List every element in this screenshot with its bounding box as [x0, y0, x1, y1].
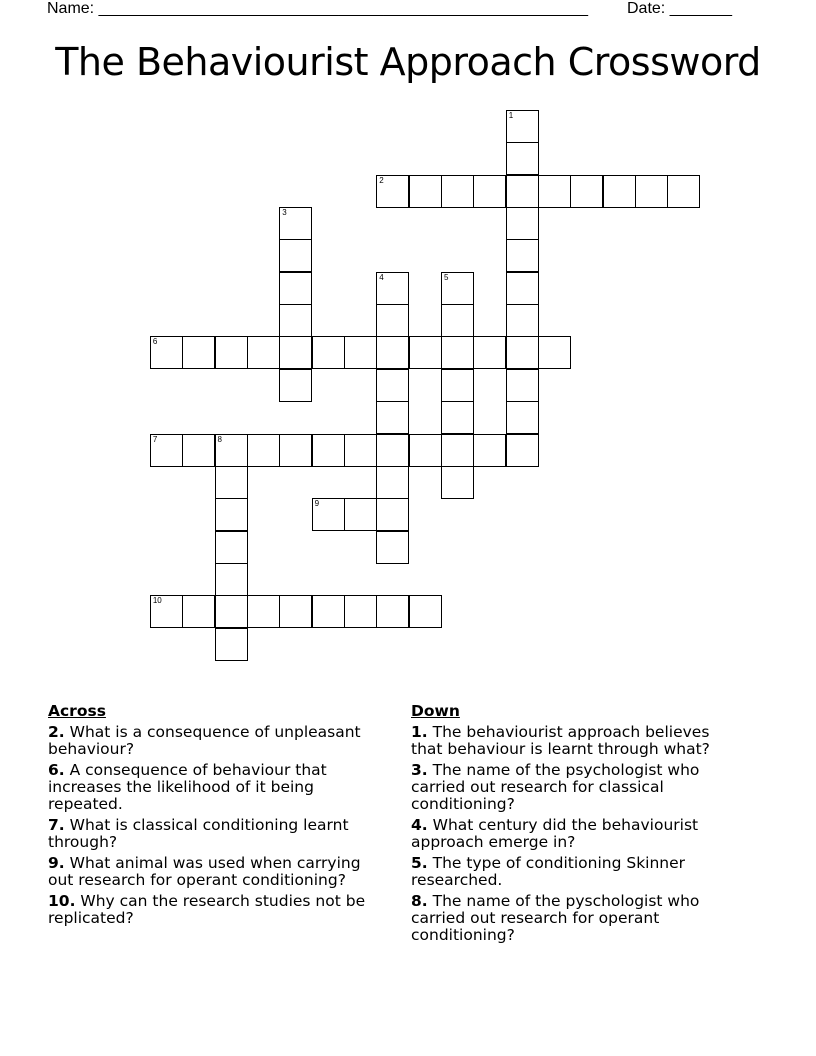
grid-cell[interactable]	[376, 498, 409, 531]
grid-cell[interactable]	[441, 401, 474, 434]
grid-cell[interactable]	[441, 369, 474, 402]
grid-cell[interactable]	[279, 336, 312, 369]
grid-cell[interactable]	[441, 434, 474, 467]
grid-cell[interactable]	[538, 175, 571, 208]
clue-number: 9	[314, 499, 320, 509]
clue-number: 9.	[48, 854, 65, 872]
clue-number: 2	[379, 175, 384, 185]
grid-cell[interactable]	[182, 434, 215, 467]
clue-across	[48, 724, 388, 758]
grid-cell[interactable]	[376, 595, 409, 628]
grid-cell[interactable]	[344, 336, 377, 369]
grid-cell[interactable]	[312, 336, 345, 369]
grid-cell[interactable]	[344, 595, 377, 628]
grid-cell[interactable]	[506, 434, 539, 467]
grid-cell[interactable]	[215, 531, 248, 564]
clue-text: The name of the pyschologist who carried out research for operant conditioning?	[411, 892, 700, 944]
grid-cell[interactable]	[409, 595, 442, 628]
grid-cell[interactable]	[215, 466, 248, 499]
grid-cell[interactable]	[247, 336, 280, 369]
grid-cell[interactable]	[376, 175, 409, 208]
clue-number: 5.	[411, 854, 428, 872]
clue-number: 10	[152, 596, 162, 606]
grid-cell[interactable]	[506, 142, 539, 175]
grid-cell[interactable]	[376, 304, 409, 337]
clue-down	[411, 762, 741, 813]
clue-text: A consequence of behaviour that increases the likelihood of it being repeated.	[48, 761, 327, 813]
grid-cell[interactable]	[506, 336, 539, 369]
grid-cell[interactable]	[506, 239, 539, 272]
grid-cell[interactable]	[506, 110, 539, 143]
grid-cell[interactable]	[279, 272, 312, 305]
grid-cell[interactable]	[506, 401, 539, 434]
clue-across	[48, 893, 388, 927]
grid-cell[interactable]	[506, 207, 539, 240]
clue-number: 2.	[48, 723, 65, 741]
grid-cell[interactable]	[409, 434, 442, 467]
clue-across	[48, 762, 388, 813]
grid-cell[interactable]	[215, 434, 248, 467]
clue-number: 3	[282, 208, 287, 218]
grid-cell[interactable]	[279, 369, 312, 402]
grid-cell[interactable]	[279, 207, 312, 240]
grid-cell[interactable]	[376, 434, 409, 467]
page-title: The Behaviourist Approach Crossword	[55, 40, 761, 84]
name-field[interactable]: Name: _______________________________________________________	[47, 0, 588, 17]
grid-cell[interactable]	[215, 595, 248, 628]
grid-cell[interactable]	[473, 175, 506, 208]
across-heading: Across	[48, 702, 106, 720]
clue-down	[411, 817, 741, 851]
grid-cell[interactable]	[182, 595, 215, 628]
clue-number: 1.	[411, 723, 428, 741]
clue-text: What is a consequence of unpleasant behaviour?	[48, 723, 361, 758]
grid-cell[interactable]	[506, 175, 539, 208]
grid-cell[interactable]	[441, 466, 474, 499]
grid-cell[interactable]	[279, 595, 312, 628]
grid-cell[interactable]	[441, 336, 474, 369]
clue-number: 4	[379, 272, 384, 282]
grid-cell[interactable]	[376, 336, 409, 369]
grid-cell[interactable]	[473, 434, 506, 467]
clue-number: 8	[217, 434, 222, 444]
grid-cell[interactable]	[215, 628, 248, 661]
clue-text: The behaviourist approach believes that behaviour is learnt through what?	[411, 723, 710, 758]
grid-cell[interactable]	[376, 531, 409, 564]
grid-cell[interactable]	[473, 336, 506, 369]
clue-number: 4.	[411, 816, 428, 834]
clue-down	[411, 893, 741, 944]
clue-across	[48, 855, 388, 889]
clue-text: Why can the research studies not be replicated?	[48, 892, 366, 927]
across-clues	[48, 703, 388, 931]
grid-cell[interactable]	[538, 336, 571, 369]
down-clues	[411, 703, 741, 948]
grid-cell[interactable]	[150, 336, 183, 369]
grid-cell[interactable]	[506, 304, 539, 337]
grid-cell[interactable]	[279, 304, 312, 337]
clue-down	[411, 724, 741, 758]
clue-across	[48, 817, 388, 851]
grid-cell[interactable]	[344, 434, 377, 467]
grid-cell[interactable]	[312, 595, 345, 628]
clue-number: 5	[444, 272, 449, 282]
clue-text: What animal was used when carrying out research for operant conditioning?	[48, 854, 361, 889]
grid-cell[interactable]	[247, 595, 280, 628]
date-field[interactable]: Date: _______	[627, 0, 732, 17]
clue-text: The type of conditioning Skinner researched.	[411, 854, 686, 889]
grid-cell[interactable]	[376, 272, 409, 305]
grid-cell[interactable]	[215, 498, 248, 531]
clue-number: 1	[508, 111, 514, 120]
grid-cell[interactable]	[279, 239, 312, 272]
clue-number: 10.	[48, 892, 76, 910]
grid-cell[interactable]	[570, 175, 603, 208]
grid-cell[interactable]	[441, 175, 474, 208]
grid-cell[interactable]	[215, 336, 248, 369]
grid-cell[interactable]	[344, 498, 377, 531]
clue-text: What is classical conditioning learnt through?	[48, 816, 349, 851]
grid-cell[interactable]	[182, 336, 215, 369]
grid-cell[interactable]	[441, 304, 474, 337]
grid-cell[interactable]	[376, 466, 409, 499]
grid-cell[interactable]	[279, 434, 312, 467]
grid-cell[interactable]	[376, 401, 409, 434]
grid-cell[interactable]	[667, 175, 700, 208]
grid-cell[interactable]	[506, 369, 539, 402]
grid-cell[interactable]	[150, 434, 183, 467]
grid-cell[interactable]	[150, 595, 183, 628]
clue-number: 3.	[411, 761, 428, 779]
clue-number: 8.	[411, 892, 428, 910]
grid-cell[interactable]	[215, 563, 248, 596]
grid-cell[interactable]	[312, 434, 345, 467]
clue-number: 6.	[48, 761, 65, 779]
grid-cell[interactable]	[312, 498, 345, 531]
down-heading: Down	[411, 702, 460, 720]
grid-cell[interactable]	[409, 175, 442, 208]
grid-cell[interactable]	[635, 175, 668, 208]
grid-cell[interactable]	[603, 175, 636, 208]
grid-cell[interactable]	[506, 272, 539, 305]
clue-text: The name of the psychologist who carried out research for classical conditioning?	[411, 761, 700, 813]
clue-number: 7	[152, 434, 158, 444]
clue-number: 7.	[48, 816, 65, 834]
clue-down	[411, 855, 741, 889]
grid-cell[interactable]	[247, 434, 280, 467]
clue-number: 6	[152, 337, 158, 347]
grid-cell[interactable]	[409, 336, 442, 369]
grid-cell[interactable]	[376, 369, 409, 402]
grid-cell[interactable]	[441, 272, 474, 305]
clue-text: What century did the behaviourist approach emerge in?	[411, 816, 699, 851]
